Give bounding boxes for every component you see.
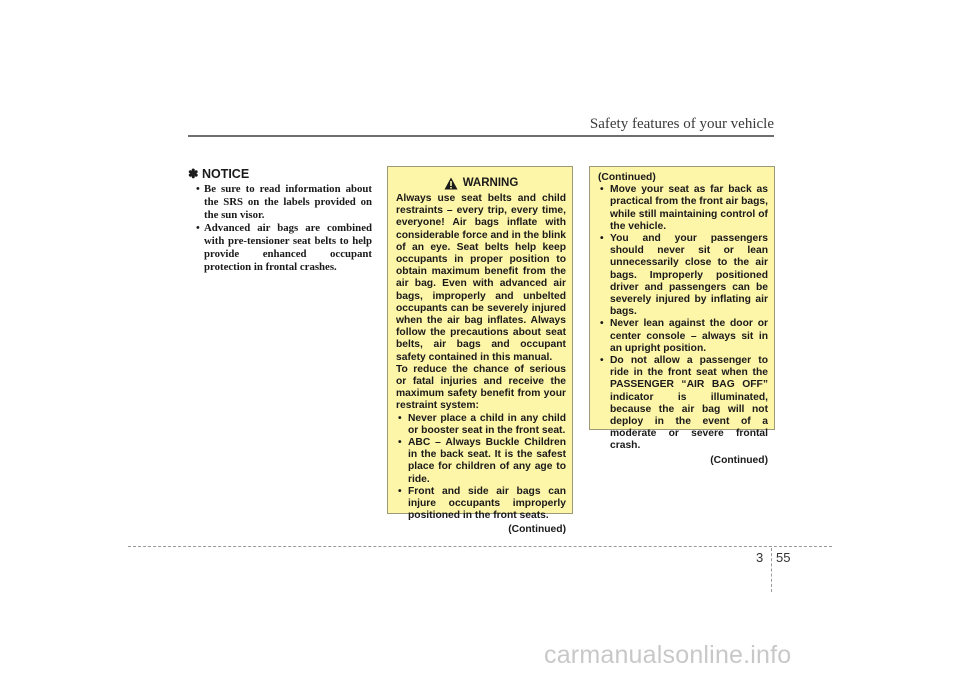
watermark-text: carmanualsonline.info xyxy=(544,641,792,669)
section-title: Safety features of your vehicle xyxy=(589,116,774,132)
notice-item: • Advanced air bags are combined with pre-tensioner seat belts to help provide enhanced occupant protection in frontal crashes. xyxy=(196,222,372,273)
footer-divider xyxy=(128,546,832,547)
warning-item: • ABC – Always Buckle Children in the back seat. It is the safest place for children of any age to ride. xyxy=(398,437,566,485)
warning-intro-2: To reduce the chance of serious or fatal injuries and receive the maximum safety benefit from your restraint system: xyxy=(396,363,566,412)
warning-item: • Move your seat as far back as practical from the front air bags, while still maintaining control of the vehicle. xyxy=(600,184,768,232)
warning-item: • You and your passengers should never sit or lean unnecessarily close to the air bags. Improperly positioned driver and passengers can be severely injured by inflating air bags. xyxy=(600,233,768,318)
warning-box xyxy=(387,166,573,536)
warning-item: • Do not allow a passenger to ride in the front seat when the PASSENGER “AIR BAG OFF” indicator is illuminated, because the air bag will not deploy in the event of a moderate or severe frontal crash. xyxy=(600,355,768,452)
continued-heading: (Continued) xyxy=(598,172,656,183)
page-number-divider xyxy=(771,548,772,592)
warning-continued-list xyxy=(598,184,768,452)
page-number: 55 xyxy=(776,550,791,565)
header-divider xyxy=(188,135,774,137)
warning-intro: Always use seat belts and child restraints – every trip, every time, everyone! Air bags inflate with considerable force and in the blink of an eye. Seat belts help keep occupants in proper position to obtain maximum benefit from the air bag. Even with advanced air bags, improperly and unbelted occupants can be severely injured when the air bag inflates. Always follow the precautions about seat belts, air bags and occupant safety contained in this manual. xyxy=(396,193,566,363)
warning-title: WARNING xyxy=(462,176,519,189)
continued-label: (Continued) xyxy=(508,524,566,536)
warning-item: • Front and side air bags can injure occupants improperly positioned in the front seats. xyxy=(398,485,566,522)
warning-list xyxy=(396,413,566,523)
notice-heading: ✽ NOTICE xyxy=(188,167,250,181)
warning-heading xyxy=(396,175,566,191)
section-number: 3 xyxy=(756,550,764,565)
warning-item: • Never place a child in any child or booster seat in the front seat. xyxy=(398,412,566,436)
warning-continued-box xyxy=(589,166,775,466)
notice-block xyxy=(188,166,372,274)
continued-label: (Continued) xyxy=(710,454,768,466)
warning-item: • Never lean against the door or center console – always sit in an upright position. xyxy=(600,318,768,354)
warning-triangle-icon xyxy=(444,177,458,190)
notice-list xyxy=(188,183,372,274)
notice-item: • Be sure to read information about the SRS on the labels provided on the sun visor. xyxy=(196,183,372,221)
